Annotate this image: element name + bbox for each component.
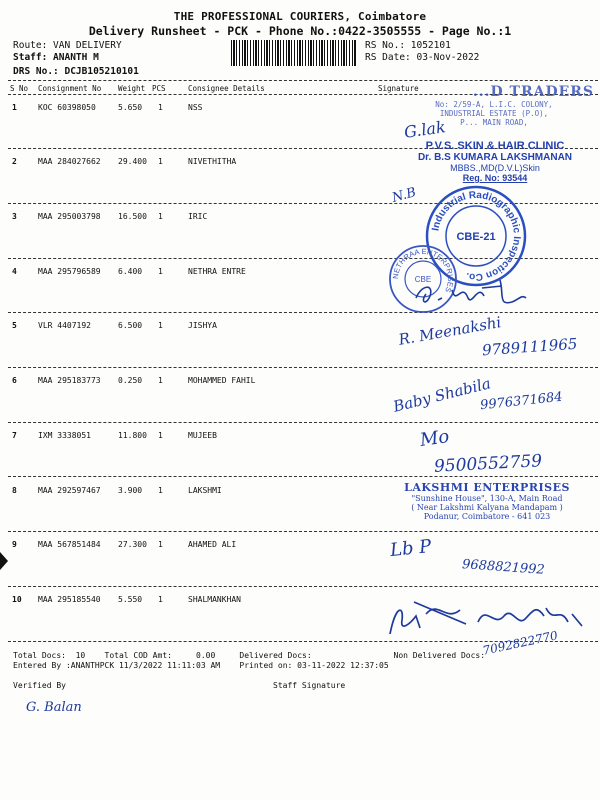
rs-date: RS Date: 03-Nov-2022 — [365, 52, 480, 63]
clinic-stamp — [392, 140, 598, 183]
row-1-consignment: KOC 60398050 — [38, 103, 96, 112]
row-6-pcs: 1 — [158, 376, 163, 385]
row-10-phone: 7092822770 — [481, 628, 559, 658]
row-7-weight: 11.800 — [118, 431, 147, 440]
staff-signature-label: Staff Signature — [273, 681, 346, 690]
route-label: Route: VAN DELIVERY — [13, 40, 122, 51]
col-sno: S No — [10, 84, 29, 93]
row-3-sno: 3 — [12, 212, 17, 221]
row-4-consignment: MAA 295796589 — [38, 267, 101, 276]
row-7-consignment: IXM 3338051 — [38, 431, 91, 440]
row-9-signature: Lb P — [389, 535, 433, 562]
row-divider — [8, 367, 598, 368]
delivered-docs: Delivered Docs: — [239, 651, 312, 660]
row-2-consignment: MAA 284027662 — [38, 157, 101, 166]
traders-stamp-line: INDUSTRIAL ESTATE (P.O), — [439, 109, 549, 118]
clinic-stamp-reg: Reg. No: 93544 — [462, 173, 528, 183]
row-4-weight: 6.400 — [118, 267, 143, 276]
row-8-consignee: LAKSHMI — [188, 486, 222, 495]
footer-entry — [13, 661, 389, 670]
drs-number: DRS No.: DCJB105210101 — [13, 66, 139, 77]
row-9-weight: 27.300 — [118, 540, 147, 549]
col-consignment: Consignment No — [38, 84, 102, 93]
row-divider — [8, 422, 598, 423]
verifier-signature: G. Balan — [26, 700, 82, 715]
row-4-signature — [412, 276, 532, 310]
row-10-consignment: MAA 295185540 — [38, 595, 101, 604]
row-5-signature: R. Meenakshi — [397, 313, 503, 349]
row-9-sno: 9 — [12, 540, 17, 549]
row-7-signature: Mo — [418, 426, 451, 451]
row-3-pcs: 1 — [158, 212, 163, 221]
row-1-weight: 5.650 — [118, 103, 143, 112]
row-3-weight: 16.500 — [118, 212, 147, 221]
col-pcs: PCS — [152, 84, 166, 93]
row-5-weight: 6.500 — [118, 321, 143, 330]
row-8-consignment: MAA 292597467 — [38, 486, 101, 495]
header-top-rule — [8, 80, 598, 81]
company-title: THE PROFESSIONAL COURIERS, Coimbatore — [173, 10, 427, 23]
lakshmi-stamp-line: "Sunshine House", 130-A, Main Road — [411, 494, 563, 503]
staff-label: Staff: ANANTH M — [13, 52, 99, 63]
row-10-sno: 10 — [12, 595, 22, 604]
clinic-stamp-name: P.V.S. SKIN & HAIR CLINIC — [425, 140, 565, 152]
col-consignee: Consignee Details — [188, 84, 265, 93]
row-6-consignee: MOHAMMED FAHIL — [188, 376, 256, 385]
lakshmi-stamp-line: ( Near Lakshmi Kalyana Mandapam ) — [411, 503, 563, 512]
nethra-ring-text: NETHRAA ENTERPRISES — [390, 246, 456, 294]
row-9-pcs: 1 — [158, 540, 163, 549]
clinic-stamp-doctor: Dr. B.S KUMARA LAKSHMANAN — [417, 152, 573, 163]
row-2-weight: 29.400 — [118, 157, 147, 166]
row-7-consignee: MUJEEB — [188, 431, 217, 440]
row-5-sno: 5 — [12, 321, 17, 330]
row-5-phone: 9789111965 — [481, 334, 578, 360]
row-divider — [8, 476, 598, 477]
row-1-sno: 1 — [12, 103, 17, 112]
row-7-pcs: 1 — [158, 431, 163, 440]
row-4-sno: 4 — [12, 267, 17, 276]
margin-arrow-mark — [0, 552, 8, 570]
row-6-sno: 6 — [12, 376, 17, 385]
row-10-weight: 5.550 — [118, 595, 143, 604]
col-signature: Signature — [378, 84, 419, 93]
row-5-consignment: VLR 4407192 — [38, 321, 91, 330]
traders-stamp-line: No: 2/59-A, L.I.C. COLONY, — [435, 100, 553, 109]
row-divider — [8, 531, 598, 532]
traders-stamp-line: P... MAIN ROAD, — [460, 118, 528, 127]
clinic-stamp-degree: MBBS.,MD(D.V.L)Skin — [450, 163, 540, 173]
seal-ring-text: Industrial Radiographic Inspection Co. — [430, 189, 523, 283]
row-9-phone: 9688821992 — [461, 557, 546, 578]
row-6-weight: 0.250 — [118, 376, 143, 385]
row-divider — [8, 586, 598, 587]
row-7-phone: 9500552759 — [433, 451, 543, 477]
nethra-center-text: CBE — [414, 275, 432, 284]
row-8-sno: 8 — [12, 486, 17, 495]
row-2-sno: 2 — [12, 157, 17, 166]
row-3-consignment: MAA 295003798 — [38, 212, 101, 221]
lakshmi-stamp-line: Podanur, Coimbatore - 641 023 — [423, 512, 551, 521]
runsheet-meta-right — [365, 40, 479, 64]
row-8-pcs: 1 — [158, 486, 163, 495]
row-6-signature: Baby Shabila — [391, 374, 493, 416]
row-4-pcs: 1 — [158, 267, 163, 276]
printed-on: Printed on: 03-11-2022 12:37:05 — [239, 661, 389, 670]
lakshmi-stamp-name: LAKSHMI ENTERPRISES — [404, 481, 570, 494]
runsheet-meta-left — [13, 40, 139, 78]
row-1-pcs: 1 — [158, 103, 163, 112]
row-6-phone: 9976371684 — [479, 389, 564, 414]
runsheet-subtitle: Delivery Runsheet - PCK - Phone No.:0422-3505555 - Page No.:1 — [88, 24, 512, 38]
row-3-consignee: IRIC — [188, 212, 208, 221]
row-5-consignee: JISHYA — [188, 321, 217, 330]
footer-totals — [13, 651, 485, 660]
row-7-sno: 7 — [12, 431, 17, 440]
row-6-consignment: MAA 295183773 — [38, 376, 101, 385]
row-5-pcs: 1 — [158, 321, 163, 330]
row-9-consignment: MAA 567851484 — [38, 540, 101, 549]
verified-by-label: Verified By — [13, 681, 66, 690]
traders-stamp-name: ...D TRADERS — [472, 84, 594, 100]
row-10-pcs: 1 — [158, 595, 163, 604]
row-1-signature: G.lak — [402, 117, 447, 142]
row-2-signature: N.B — [390, 185, 418, 206]
seal-center-text: CBE-21 — [456, 231, 496, 243]
row-2-consignee: NIVETHITHA — [188, 157, 237, 166]
row-1-consignee: NSS — [188, 103, 203, 112]
row-9-consignee: AHAMED ALI — [188, 540, 237, 549]
row-divider — [8, 312, 598, 313]
row-4-consignee: NETHRA ENTRE — [188, 267, 246, 276]
row-10-consignee: SHALMANKHAN — [188, 595, 241, 604]
non-delivered-docs: Non Delivered Docs: — [393, 651, 486, 660]
total-docs: Total Docs: 10 — [13, 651, 86, 660]
col-weight: Weight — [118, 84, 146, 93]
lakshmi-stamp — [380, 481, 594, 521]
total-cod: Total COD Amt: 0.00 — [104, 651, 216, 660]
entered-by: Entered By :ANANTHPCK 11/3/2022 11:11:03 AM — [13, 661, 221, 670]
rs-number: RS No.: 1052101 — [365, 40, 451, 51]
row-8-weight: 3.900 — [118, 486, 143, 495]
row-2-pcs: 1 — [158, 157, 163, 166]
barcode — [231, 40, 357, 66]
